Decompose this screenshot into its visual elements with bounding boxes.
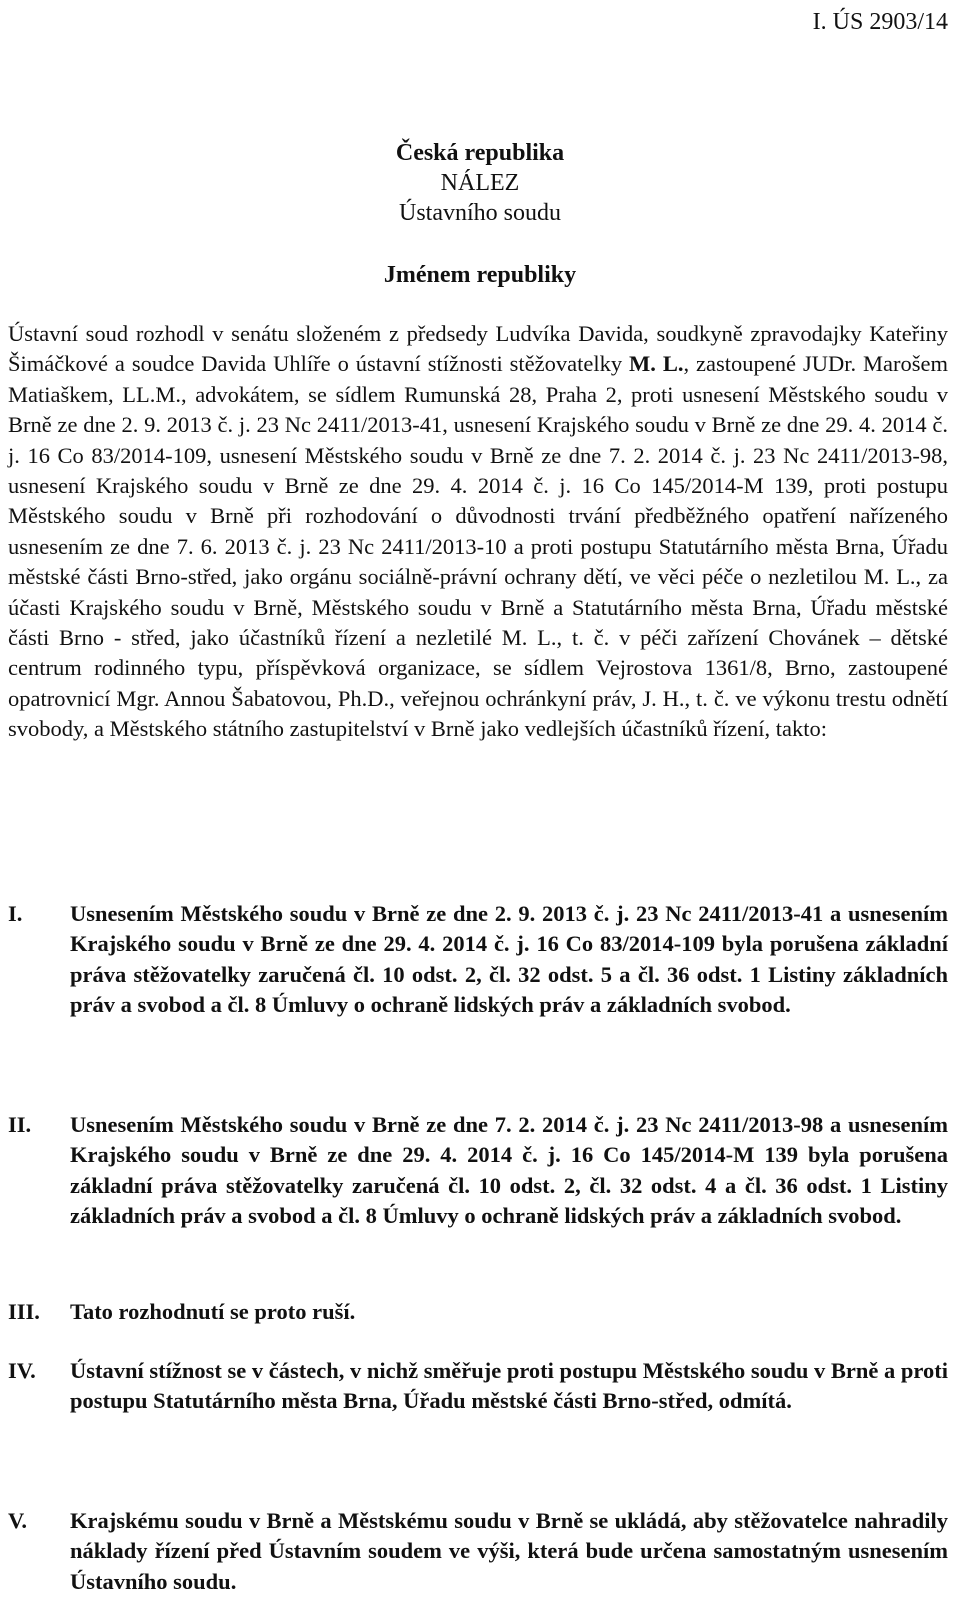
verdict-item-1: [8, 899, 948, 1021]
verdict-text: Ústavní stížnost se v částech, v nichž směřuje proti postupu Městského soudu v Brně a proti postupu Statutárního města Brna, Úřadu městské části Brno-střed, odmítá.: [70, 1358, 948, 1414]
in-the-name-of-republic: Jménem republiky: [383, 262, 577, 288]
heading-court: Ústavního soudu: [399, 200, 561, 226]
verdict-item-2: [8, 1110, 948, 1232]
verdict-number: III.: [8, 1299, 40, 1324]
heading-country: Česká republika: [395, 140, 565, 166]
verdict-item-5: [8, 1506, 948, 1597]
document-heading: [0, 138, 960, 228]
verdict-number: IV.: [8, 1358, 36, 1383]
verdict-text: Krajskému soudu v Brně a Městskému soudu v Brně se ukládá, aby stěžovatelce nahradily náklady řízení před Ústavním soudem ve výši, která bude určena samostatným usnesením Ústavního soudu.: [70, 1508, 948, 1594]
intro-paragraph: [8, 319, 948, 745]
intro-text-part2: , zastoupené JUDr. Marošem Matiaškem, LL.M., advokátem, se sídlem Rumunská 28, Praha 2, proti usnesení Městského soudu v Brně ze dne 2. 9. 2013 č. j. 23 Nc 2411/2013-41, usnesení Krajského soudu v Brně ze dne 29. 4. 2014 č. j. 16 Co 83/2014-109, usnesení Městského soudu v Brně ze dne 7. 2. 2014 č. j. 23 Nc 2411/2013-98, usnesení Krajského soudu v Brně ze dne 29. 4. 2014 č. j. 16 Co 145/2014-M 139, proti postupu Městského soudu v Brně při rozhodování o důvodnosti trvání předběžného opatření nařízeného usnesením ze dne 7. 6. 2013 č. j. 23 Nc 2411/2013-10 a proti postupu Statutárního města Brna, Úřadu městské části Brno-střed, jako orgánu sociálně-právní ochrany dětí, ve věci péče o nezletilou M. L., za účasti Krajského soudu v Brně, Městského soudu v Brně a Statutárního města Brna, Úřadu městské části Brno - střed, jako účastníků řízení a nezletilé M. L., t. č. v péči zařízení Chovánek – dětské centrum rodinného typu, příspěvková organizace, se sídlem Vejrostova 1361/8, Brno, zastoupené opatrovnicí Mgr. Annou Šabatovou, Ph.D., veřejnou ochránkyní práv, J. H., t. č. ve výkonu trestu odnětí svobody, a Městského státního zastupitelství v Brně jako vedlejších účastníků řízení, takto:: [8, 351, 948, 742]
verdict-number: V.: [8, 1508, 27, 1533]
complainant-name: M. L.: [629, 351, 684, 377]
intro-text-part1: Ústavní soud rozhodl v senátu složeném z předsedy Ludvíka Davida, soudkyně zpravodajky Kateřiny Šimáčkové a soudce Davida Uhlíře o ústavní stížnosti stěžovatelky: [8, 321, 948, 377]
verdict-text: Usnesením Městského soudu v Brně ze dne 2. 9. 2013 č. j. 23 Nc 2411/2013-41 a usnesením Krajského soudu v Brně ze dne 29. 4. 2014 č. j. 16 Co 83/2014-109 byla porušena základní práva stěžovatelky zaručená čl. 10 odst. 2, čl. 32 odst. 5 a čl. 36 odst. 1 Listiny základních práv a svobod a čl. 8 Úmluvy o ochraně lidských práv a základních svobod.: [70, 901, 948, 1018]
heading-title: NÁLEZ: [440, 170, 520, 196]
verdict-item-4: [8, 1356, 948, 1417]
verdict-item-3: [8, 1297, 948, 1327]
case-reference: I. ÚS 2903/14: [812, 9, 948, 35]
verdict-text: Usnesením Městského soudu v Brně ze dne 7. 2. 2014 č. j. 23 Nc 2411/2013-98 a usnesením Krajského soudu v Brně ze dne 29. 4. 2014 č. j. 16 Co 145/2014-M 139 byla porušena základní práva stěžovatelky zaručená čl. 10 odst. 2, čl. 32 odst. 4 a čl. 36 odst. 1 Listiny základních práv a svobod a čl. 8 Úmluvy o ochraně lidských práv a základních svobod.: [70, 1112, 948, 1229]
verdict-text: Tato rozhodnutí se proto ruší.: [70, 1299, 356, 1324]
verdict-number: II.: [8, 1112, 32, 1137]
verdict-number: I.: [8, 901, 23, 926]
